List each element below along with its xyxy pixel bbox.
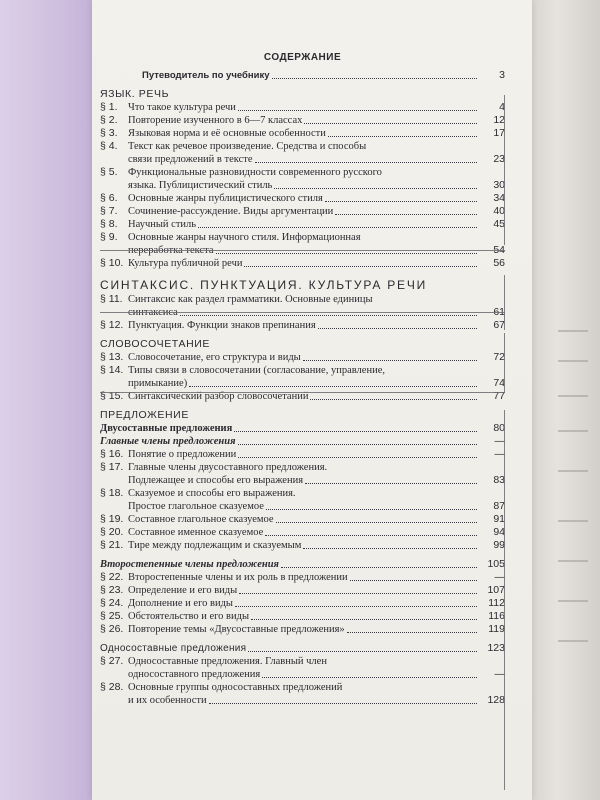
toc-section-heading: СИНТАКСИС. ПУНКТУАЦИЯ. КУЛЬТУРА РЕЧИ <box>100 278 428 292</box>
toc-entry-number: § 14. <box>100 364 124 376</box>
toc-entry-number: § 9. <box>100 231 118 243</box>
toc-section-heading: СЛОВОСОЧЕТАНИЕ <box>100 338 211 350</box>
toc-page-number: 91 <box>493 513 505 525</box>
toc-entry <box>100 179 505 192</box>
toc-entry <box>100 623 505 636</box>
toc-entry-text: Повторение изученного в 6—7 классах <box>128 115 303 126</box>
toc-entry-text: Синтаксический разбор словосочетаний <box>128 391 309 402</box>
toc-page-number: 67 <box>493 319 505 331</box>
toc-entry <box>100 513 505 526</box>
toc-entry <box>100 610 505 623</box>
toc-entry-text: синтаксиса <box>128 307 178 318</box>
toc-entry-text: Сказуемое и способы его выражения. <box>128 488 296 499</box>
toc-entry <box>100 205 505 218</box>
toc-entry <box>100 364 505 377</box>
toc-section-heading: ПРЕДЛОЖЕНИЕ <box>100 409 189 421</box>
toc-entry <box>100 293 505 306</box>
toc-entry-text: Второстепенные члены предложения <box>100 559 279 570</box>
toc-page-number: 107 <box>487 584 505 596</box>
toc-page-number: 83 <box>493 474 505 486</box>
toc-page-number: 4 <box>499 101 505 113</box>
toc-entry-text: Повторение темы «Двусоставные предложения» <box>128 624 345 635</box>
toc-entry-text: Главные члены предложения <box>100 436 236 447</box>
toc-entry <box>100 681 505 694</box>
toc-entry-text: Простое глагольное сказуемое <box>128 501 264 512</box>
toc-page-number: 23 <box>493 153 505 165</box>
toc-entry-text: Культура публичной речи <box>128 258 243 269</box>
toc-page-number: 45 <box>493 218 505 230</box>
toc-entry-number: § 23. <box>100 584 124 596</box>
toc-entry-text: Составное глагольное сказуемое <box>128 514 274 525</box>
toc-entry-number: § 6. <box>100 192 118 204</box>
book-page <box>92 0 532 800</box>
toc-entry <box>100 526 505 539</box>
toc-entry-text: Составное именное сказуемое <box>128 527 264 538</box>
toc-entry <box>100 461 505 474</box>
toc-entry <box>100 487 505 500</box>
toc-entry-text: Основные группы односоставных предложений <box>128 682 343 693</box>
toc-page-number: 77 <box>493 390 505 402</box>
toc-entry <box>100 351 505 364</box>
toc-entry-text: примыкание) <box>128 378 188 389</box>
toc-page-number: 105 <box>487 558 505 570</box>
toc-entry-text: Языковая норма и её основные особенности <box>128 128 326 139</box>
toc-entry-text: языка. Публицистический стиль <box>128 180 273 191</box>
toc-section-heading: ЯЗЫК. РЕЧЬ <box>100 88 170 100</box>
toc-page-number: 12 <box>493 114 505 126</box>
toc-page-number: — <box>494 668 505 680</box>
toc-entry-text: Определение и его виды <box>128 585 238 596</box>
toc-entry-text: переработка текста <box>128 245 214 256</box>
toc-entry <box>100 571 505 584</box>
toc-page-number: 94 <box>493 526 505 538</box>
toc-entry <box>100 127 505 140</box>
toc-page-number: 56 <box>493 257 505 269</box>
toc-entry <box>100 192 505 205</box>
toc-entry-text: Главные члены двусоставного предложения. <box>128 462 328 473</box>
toc-entry-number: § 2. <box>100 114 118 126</box>
toc-entry-text: Функциональные разновидности современного русского <box>128 167 382 178</box>
toc-entry-text: Второстепенные члены и их роль в предложении <box>128 572 348 583</box>
toc-entry-text: Понятие о предложении <box>128 449 237 460</box>
toc-entry <box>100 101 505 114</box>
toc-entry-number: § 10. <box>100 257 124 269</box>
toc-entry-text: Типы связи в словосочетании (согласование, управление, <box>128 365 385 376</box>
toc-entry-text: Односоставные предложения <box>100 643 247 654</box>
toc-title: СОДЕРЖАНИЕ <box>263 52 342 63</box>
toc-entry-number: § 16. <box>100 448 124 460</box>
toc-entry-number: § 13. <box>100 351 124 363</box>
toc-entry-number: § 15. <box>100 390 124 402</box>
table-of-contents <box>100 52 505 707</box>
toc-entry-number: § 24. <box>100 597 124 609</box>
toc-entry-number: § 27. <box>100 655 124 667</box>
toc-entry-text: Что такое культура речи <box>128 102 236 113</box>
toc-entry-number: § 19. <box>100 513 124 525</box>
toc-entry-number: § 28. <box>100 681 124 693</box>
toc-entry-text: Тире между подлежащим и сказуемым <box>128 540 302 551</box>
toc-entry-number: § 17. <box>100 461 124 473</box>
toc-page-number: 3 <box>499 69 505 81</box>
toc-entry <box>100 474 505 487</box>
toc-entry <box>100 377 505 390</box>
toc-entry <box>100 539 505 552</box>
toc-entry-number: § 21. <box>100 539 124 551</box>
toc-entry-number: § 20. <box>100 526 124 538</box>
toc-entry-text: Дополнение и его виды <box>128 598 233 609</box>
toc-page-number: 61 <box>493 306 505 318</box>
toc-entry-number: § 25. <box>100 610 124 622</box>
toc-guide-entry: Путеводитель по учебнику 3 <box>142 69 505 81</box>
toc-entry <box>100 558 505 571</box>
toc-entry-text: Словосочетание, его структура и виды <box>128 352 301 363</box>
toc-page-number: 123 <box>487 642 505 654</box>
toc-entry <box>100 166 505 179</box>
toc-page-number: 112 <box>488 597 505 609</box>
toc-entry-number: § 8. <box>100 218 118 230</box>
toc-entry <box>100 319 505 332</box>
toc-entry-text: Односоставные предложения. Главный член <box>128 656 327 667</box>
toc-page-number: 116 <box>488 610 505 622</box>
toc-page-number: 80 <box>493 422 505 434</box>
toc-page-number: 128 <box>487 694 505 706</box>
toc-entry-number: § 11. <box>100 293 123 305</box>
toc-entry-text: Основные жанры научного стиля. Информационная <box>128 232 361 243</box>
toc-entry <box>100 584 505 597</box>
toc-page-number: 17 <box>493 127 505 139</box>
toc-entry <box>100 435 505 448</box>
toc-page-number: 30 <box>493 179 505 191</box>
toc-page-number: — <box>494 571 505 583</box>
toc-entry-text: односоставного предложения <box>128 669 261 680</box>
toc-entry-text: и их особенности <box>128 695 207 706</box>
toc-entry-text: связи предложений в тексте <box>128 154 253 165</box>
toc-entry-number: § 7. <box>100 205 118 217</box>
toc-entry-text: Двусоставные предложения <box>100 423 233 434</box>
toc-entry-number: § 4. <box>100 140 118 152</box>
toc-entry <box>100 422 505 435</box>
toc-entry-text: Пунктуация. Функции знаков препинания <box>128 320 316 331</box>
toc-page-number: 119 <box>488 623 505 635</box>
toc-page-number: 74 <box>493 377 505 389</box>
toc-entry <box>100 218 505 231</box>
toc-entry-number: § 22. <box>100 571 124 583</box>
toc-page-number: 99 <box>493 539 505 551</box>
toc-entry-number: § 18. <box>100 487 124 499</box>
adjacent-page <box>528 0 600 800</box>
toc-entry <box>100 140 505 153</box>
toc-entry-text: Текст как речевое произведение. Средства и способы <box>128 141 367 152</box>
toc-entry <box>100 153 505 166</box>
toc-entry-text: Подлежащее и способы его выражения <box>128 475 304 486</box>
toc-entry-text: Основные жанры публицистического стиля <box>128 193 323 204</box>
toc-entry <box>100 500 505 513</box>
toc-entry <box>100 597 505 610</box>
toc-entry-text: Синтаксис как раздел грамматики. Основные единицы <box>128 294 373 305</box>
toc-entry-text: Обстоятельство и его виды <box>128 611 250 622</box>
toc-page-number: — <box>494 448 505 460</box>
toc-entry <box>100 694 505 707</box>
toc-page-number: 34 <box>493 192 505 204</box>
toc-entry-text: Научный стиль <box>128 219 197 230</box>
toc-entry-text: Сочинение-рассуждение. Виды аргументации <box>128 206 334 217</box>
toc-entry-number: § 5. <box>100 166 118 178</box>
toc-entry <box>100 448 505 461</box>
toc-entry <box>100 655 505 668</box>
toc-entry-number: § 26. <box>100 623 124 635</box>
toc-entry <box>100 668 505 681</box>
toc-entry-number: § 12. <box>100 319 124 331</box>
toc-page-number: 87 <box>493 500 505 512</box>
toc-entry-number: § 3. <box>100 127 118 139</box>
toc-page-number: — <box>494 435 505 447</box>
toc-entry <box>100 642 505 655</box>
toc-entry <box>100 231 505 244</box>
book-cover-edge <box>0 0 95 800</box>
toc-page-number: 40 <box>493 205 505 217</box>
toc-entry <box>100 114 505 127</box>
toc-page-number: 54 <box>493 244 505 256</box>
toc-entry <box>100 257 505 270</box>
toc-entry-number: § 1. <box>100 101 118 113</box>
toc-page-number: 72 <box>493 351 505 363</box>
